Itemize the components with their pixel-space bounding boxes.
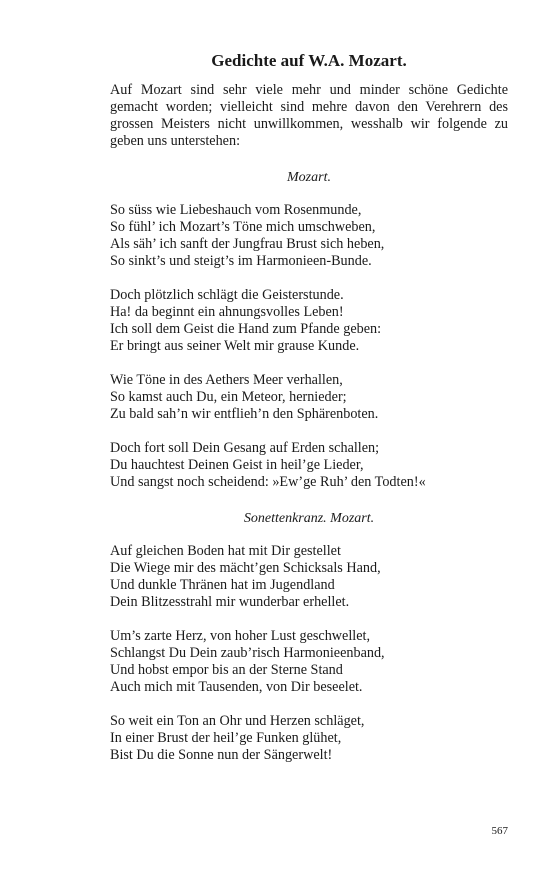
poem-line: So kamst auch Du, ein Meteor, hernieder; (110, 389, 347, 405)
poem-title: Mozart. (287, 170, 331, 185)
page-content (110, 50, 508, 764)
poem-line: Du hauchtest Deinen Geist in heil’ge Lieder, (110, 457, 364, 473)
poem-line: Bist Du die Sonne nun der Sängerwelt! (110, 747, 333, 763)
poem-line: Und dunkle Thränen hat im Jugendland (110, 577, 335, 593)
poem-line: So süss wie Liebeshauch vom Rosenmunde, (110, 202, 362, 218)
page-number: 567 (491, 825, 508, 837)
poem-line: Und hobst empor bis an der Sterne Stand (110, 662, 343, 678)
stanza (110, 287, 508, 355)
poem-line: Wie Töne in des Aethers Meer verhallen, (110, 372, 343, 388)
poem-line: So weit ein Ton an Ohr und Herzen schläget, (110, 713, 365, 729)
poem-line: Und sangst noch scheidend: »Ew’ge Ruh’ den Todten!« (110, 474, 426, 490)
poem-line: So fühl’ ich Mozart’s Töne mich umschweben, (110, 219, 376, 235)
poem-line: Schlangst Du Dein zaub’risch Harmonieenband, (110, 645, 385, 661)
poem-title: Sonettenkranz. Mozart. (243, 511, 375, 526)
poem-line: Ha! da beginnt ein ahnungsvolles Leben! (110, 304, 344, 320)
stanza (110, 543, 508, 611)
stanza (110, 202, 508, 270)
poem-line: Auch mich mit Tausenden, von Dir beseelet. (110, 679, 363, 695)
poem-line: In einer Brust der heil’ge Funken glühet, (110, 730, 342, 746)
poem-line: Er bringt aus seiner Welt mir grause Kunde. (110, 338, 360, 354)
poem-line: Zu bald sah’n wir entflieh’n den Sphärenboten. (110, 406, 379, 422)
poem-mozart (110, 169, 508, 491)
poem-line: Um’s zarte Herz, von hoher Lust geschwellet, (110, 628, 371, 644)
poem-line: Doch fort soll Dein Gesang auf Erden schallen; (110, 440, 380, 456)
poem-line: Als säh’ ich sanft der Jungfrau Brust sich heben, (110, 236, 385, 252)
poem-line: Doch plötzlich schlägt die Geisterstunde. (110, 287, 344, 303)
stanza (110, 372, 508, 423)
poem-line: Ich soll dem Geist die Hand zum Pfande geben: (110, 321, 382, 337)
stanza (110, 440, 508, 491)
poem-line: Die Wiege mir des mächt’gen Schicksals Hand, (110, 560, 381, 576)
stanza (110, 628, 508, 696)
intro-paragraph: Auf Mozart sind sehr viele mehr und minder schöne Gedichte gemacht worden; vielleicht sind mehre davon den Verehrern des grossen Meisters nicht unwillkommen, wesshalb wir folgende zu geben uns unterstehen: (110, 82, 508, 149)
poem-line: Dein Blitzesstrahl mir wunderbar erhellet. (110, 594, 350, 610)
poem-line: Auf gleichen Boden hat mit Dir gestellet (110, 543, 341, 559)
page-title: Gedichte auf W.A. Mozart. (211, 51, 407, 70)
stanza (110, 713, 508, 764)
poem-line: So sinkt’s und steigt’s im Harmonieen-Bunde. (110, 253, 372, 269)
poem-sonettenkranz (110, 510, 508, 764)
